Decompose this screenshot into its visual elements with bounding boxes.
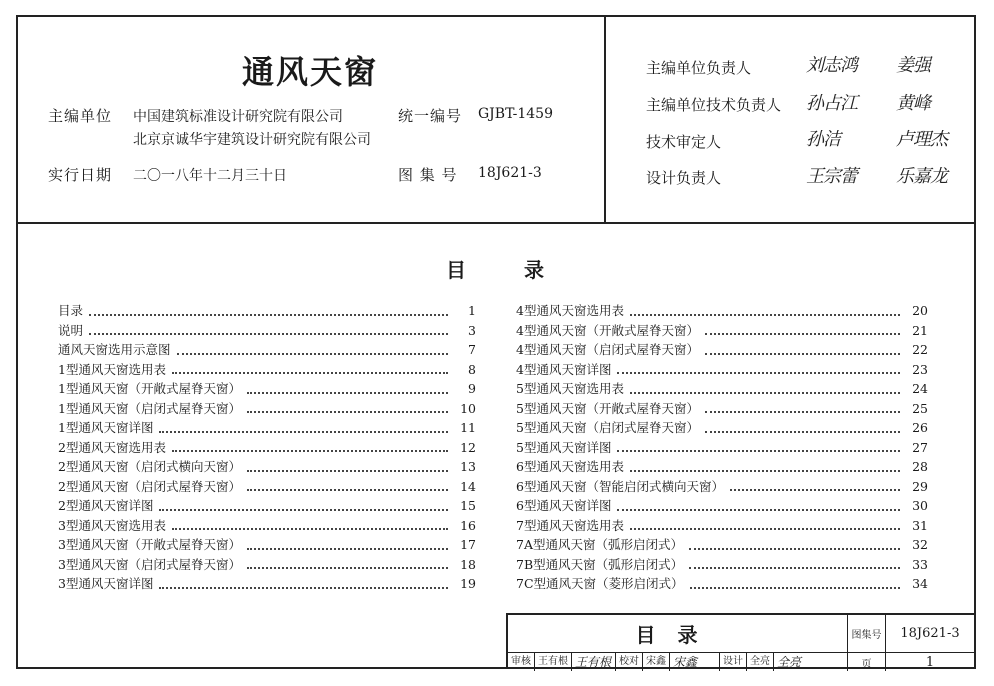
- signature: 孙占江: [806, 93, 857, 114]
- toc-entry-label: 3型通风天窗详图: [58, 576, 154, 591]
- reviewer-signature: 王有根: [572, 653, 616, 671]
- toc-entry[interactable]: [58, 574, 476, 594]
- toc-entry-page: 9: [468, 381, 476, 396]
- toc-entry-label: 4型通风天窗（开敞式屋脊天窗）: [516, 322, 699, 338]
- checker-signature: 宋鑫: [670, 653, 720, 671]
- toc-title-char: 录: [524, 258, 544, 282]
- toc-entry[interactable]: [58, 379, 476, 399]
- toc-entry-page: 25: [912, 400, 928, 416]
- toc-entry[interactable]: [516, 301, 928, 321]
- toc-leader-dots: [705, 431, 900, 433]
- header-block: [18, 17, 974, 224]
- toc-entry-page: 1: [468, 303, 476, 318]
- toc-entry[interactable]: [516, 477, 928, 497]
- role-label: 主编单位负责人: [646, 59, 752, 77]
- toc-leader-dots: [705, 411, 900, 413]
- toc-entry-page: 11: [460, 420, 476, 435]
- toc-entry[interactable]: [58, 477, 476, 497]
- unified-no-label: 统一编号: [398, 107, 463, 125]
- role-label: 设计负责人: [646, 169, 722, 187]
- toc-entry-page: 31: [912, 517, 928, 533]
- page-value: 1: [925, 654, 935, 670]
- toc-entry-label: 7B型通风天窗（弧形启闭式）: [516, 556, 684, 572]
- toc-entry[interactable]: [516, 418, 928, 438]
- atlas-no: 18J621-3: [478, 165, 542, 181]
- toc-entry[interactable]: [516, 399, 928, 419]
- date-label: 实行日期: [48, 166, 113, 184]
- role-label: 主编单位技术负责人: [646, 96, 782, 114]
- toc-right-column: [516, 301, 928, 594]
- unified-no: GJBT-1459: [478, 106, 553, 122]
- atlas-title: 通风天窗: [242, 53, 379, 91]
- toc-entry-page: 16: [460, 517, 476, 533]
- toc-entry-label: 4型通风天窗（启闭式屋脊天窗）: [516, 342, 699, 357]
- checker-name: 宋鑫: [643, 653, 670, 671]
- responsibility-block: [604, 17, 974, 222]
- toc-entry-page: 12: [460, 439, 476, 455]
- toc-title-char: 目: [446, 258, 466, 282]
- review-label: 审核: [508, 653, 535, 671]
- toc-entry-page: 7: [468, 342, 476, 357]
- toc-entry-label: 说明: [58, 322, 84, 338]
- role-row: [646, 131, 796, 152]
- toc-entry-label: 1型通风天窗详图: [58, 420, 154, 435]
- toc-entry-label: 1型通风天窗（启闭式屋脊天窗）: [58, 400, 241, 416]
- check-label: 校对: [616, 653, 643, 671]
- toc-entry[interactable]: [516, 555, 928, 575]
- toc-leader-dots: [630, 314, 900, 316]
- toc-leader-dots: [172, 372, 448, 374]
- toc-entry-label: 7C型通风天窗（菱形启闭式）: [516, 576, 684, 591]
- toc-leader-dots: [690, 587, 900, 589]
- role-row: [646, 94, 796, 115]
- toc-entry-page: 32: [912, 537, 928, 552]
- toc-leader-dots: [159, 431, 448, 433]
- toc-entry-page: 21: [912, 322, 928, 338]
- toc-entry-page: 27: [912, 439, 928, 455]
- toc-leader-dots: [630, 392, 900, 394]
- drawing-frame: [16, 15, 976, 669]
- toc-entry[interactable]: [58, 399, 476, 419]
- signature: 乐嘉龙: [896, 166, 947, 187]
- toc-leader-dots: [172, 450, 448, 452]
- designer-signature: 全亮: [777, 655, 802, 669]
- toc-entry[interactable]: [516, 516, 928, 536]
- toc-entry-label: 7A型通风天窗（弧形启闭式）: [516, 537, 683, 552]
- toc-leader-dots: [159, 587, 448, 589]
- toc-entry[interactable]: [58, 555, 476, 575]
- toc-entry-label: 5型通风天窗（启闭式屋脊天窗）: [516, 420, 699, 435]
- toc-leader-dots: [630, 470, 900, 472]
- toc-entry-page: 23: [912, 361, 928, 377]
- signature: 孙洁: [806, 129, 840, 150]
- toc-entry[interactable]: [516, 457, 928, 477]
- page-label: 页: [848, 653, 886, 671]
- toc-entry-page: 20: [912, 303, 928, 318]
- toc-entry[interactable]: [58, 360, 476, 380]
- toc-entry-label: 5型通风天窗详图: [516, 439, 612, 455]
- toc-entry[interactable]: [516, 360, 928, 380]
- toc-leader-dots: [247, 392, 448, 394]
- toc-entry-label: 6型通风天窗选用表: [516, 459, 624, 474]
- signature: 刘志鸿: [806, 55, 857, 76]
- toc-entry-page: 10: [460, 400, 476, 416]
- signature-row: [508, 653, 848, 671]
- toc-leader-dots: [705, 333, 900, 335]
- toc-entry[interactable]: [516, 340, 928, 360]
- toc-entry-page: 24: [912, 381, 928, 396]
- toc-leader-dots: [617, 450, 900, 452]
- toc-entry-label: 2型通风天窗选用表: [58, 439, 166, 455]
- design-label: 设计: [720, 653, 747, 671]
- toc-leader-dots: [730, 489, 900, 491]
- toc-leader-dots: [89, 333, 448, 335]
- toc-entry-page: 17: [460, 537, 476, 552]
- editor-label: 主编单位: [48, 107, 113, 125]
- role-label: 技术审定人: [646, 133, 722, 151]
- toc-entry-page: 19: [460, 576, 476, 591]
- toc-entry[interactable]: [516, 496, 928, 516]
- toc-entry[interactable]: [516, 379, 928, 399]
- toc-leader-dots: [617, 509, 900, 511]
- toc-entry-label: 2型通风天窗（启闭式横向天窗）: [58, 459, 241, 474]
- editor-org-2: 北京京诚华宇建筑设计研究院有限公司: [133, 132, 371, 148]
- toc-entry-page: 26: [912, 420, 928, 435]
- toc-leader-dots: [630, 528, 900, 530]
- toc-leader-dots: [89, 314, 448, 316]
- toc-entry[interactable]: [58, 496, 476, 516]
- toc-entry-label: 1型通风天窗（开敞式屋脊天窗）: [58, 381, 241, 396]
- toc-leader-dots: [617, 372, 900, 374]
- toc-entry-label: 4型通风天窗选用表: [516, 303, 624, 318]
- title-block: [506, 613, 974, 669]
- toc-entry-page: 18: [460, 556, 476, 572]
- toc-entry[interactable]: [58, 418, 476, 438]
- toc-leader-dots: [159, 509, 448, 511]
- role-row: [646, 57, 796, 78]
- toc-entry-page: 33: [912, 556, 928, 572]
- signature: 黄峰: [896, 93, 930, 114]
- toc-entry-page: 15: [460, 498, 476, 513]
- toc-left-column: [58, 301, 476, 594]
- toc-entry[interactable]: [516, 438, 928, 458]
- toc-entry-label: 3型通风天窗选用表: [58, 517, 166, 533]
- toc-entry-label: 通风天窗选用示意图: [58, 342, 171, 357]
- toc-entry-label: 3型通风天窗（启闭式屋脊天窗）: [58, 556, 241, 572]
- toc-entry[interactable]: [58, 438, 476, 458]
- toc-entry-label: 2型通风天窗（启闭式屋脊天窗）: [58, 478, 241, 494]
- title-block-main: 目录: [508, 615, 848, 653]
- toc-entry-page: 8: [468, 361, 476, 377]
- toc-entry-label: 目录: [58, 303, 84, 318]
- toc-entry-page: 14: [460, 478, 476, 494]
- toc-entry-label: 1型通风天窗选用表: [58, 361, 166, 377]
- reviewer-name: 王有根: [535, 653, 572, 671]
- signature: 王宗蕾: [806, 166, 857, 187]
- designer-name: 全亮: [747, 653, 774, 671]
- signature: 姜强: [896, 55, 930, 76]
- toc-leader-dots: [247, 567, 448, 569]
- toc-leader-dots: [689, 567, 900, 569]
- toc-entry-label: 6型通风天窗详图: [516, 498, 612, 513]
- toc-leader-dots: [689, 548, 900, 550]
- toc-entry[interactable]: [58, 535, 476, 555]
- toc-entry-page: 3: [468, 322, 476, 338]
- toc-entry-label: 4型通风天窗详图: [516, 361, 612, 377]
- toc-entry-label: 6型通风天窗（智能启闭式横向天窗）: [516, 478, 724, 494]
- signature: 卢理杰: [896, 129, 947, 150]
- date-value: 二〇一八年十二月三十日: [133, 168, 287, 184]
- toc-leader-dots: [247, 548, 448, 550]
- toc-entry[interactable]: [58, 516, 476, 536]
- toc-entry[interactable]: [516, 574, 928, 594]
- toc-leader-dots: [705, 353, 900, 355]
- toc-entry-label: 5型通风天窗选用表: [516, 381, 624, 396]
- toc-entry[interactable]: [58, 457, 476, 477]
- toc-entry-label: 3型通风天窗（开敞式屋脊天窗）: [58, 537, 241, 552]
- toc-entry-label: 2型通风天窗详图: [58, 498, 154, 513]
- toc-entry-label: 5型通风天窗（开敞式屋脊天窗）: [516, 400, 699, 416]
- toc-entry[interactable]: [58, 340, 476, 360]
- toc-leader-dots: [177, 353, 448, 355]
- toc-entry-page: 29: [912, 478, 928, 494]
- atlas-no-label: 图集号: [848, 615, 886, 653]
- toc-entry-page: 34: [912, 576, 928, 591]
- atlas-no-label: 图 集 号: [398, 166, 458, 184]
- toc-leader-dots: [172, 528, 448, 530]
- role-row: [646, 167, 796, 188]
- toc-entry[interactable]: [516, 321, 928, 341]
- toc-entry-page: 13: [460, 459, 476, 474]
- toc-leader-dots: [247, 470, 448, 472]
- toc-entry-page: 30: [912, 498, 928, 513]
- toc-entry-label: 7型通风天窗选用表: [516, 517, 624, 533]
- toc-entry[interactable]: [58, 301, 476, 321]
- toc-entry[interactable]: [58, 321, 476, 341]
- atlas-no-value: 18J621-3: [886, 615, 974, 653]
- toc-leader-dots: [247, 411, 448, 413]
- toc-entry-page: 28: [912, 459, 928, 474]
- toc-entry-page: 22: [912, 342, 928, 357]
- toc-entry[interactable]: [516, 535, 928, 555]
- editor-org-1: 中国建筑标准设计研究院有限公司: [133, 109, 343, 125]
- toc-leader-dots: [247, 489, 448, 491]
